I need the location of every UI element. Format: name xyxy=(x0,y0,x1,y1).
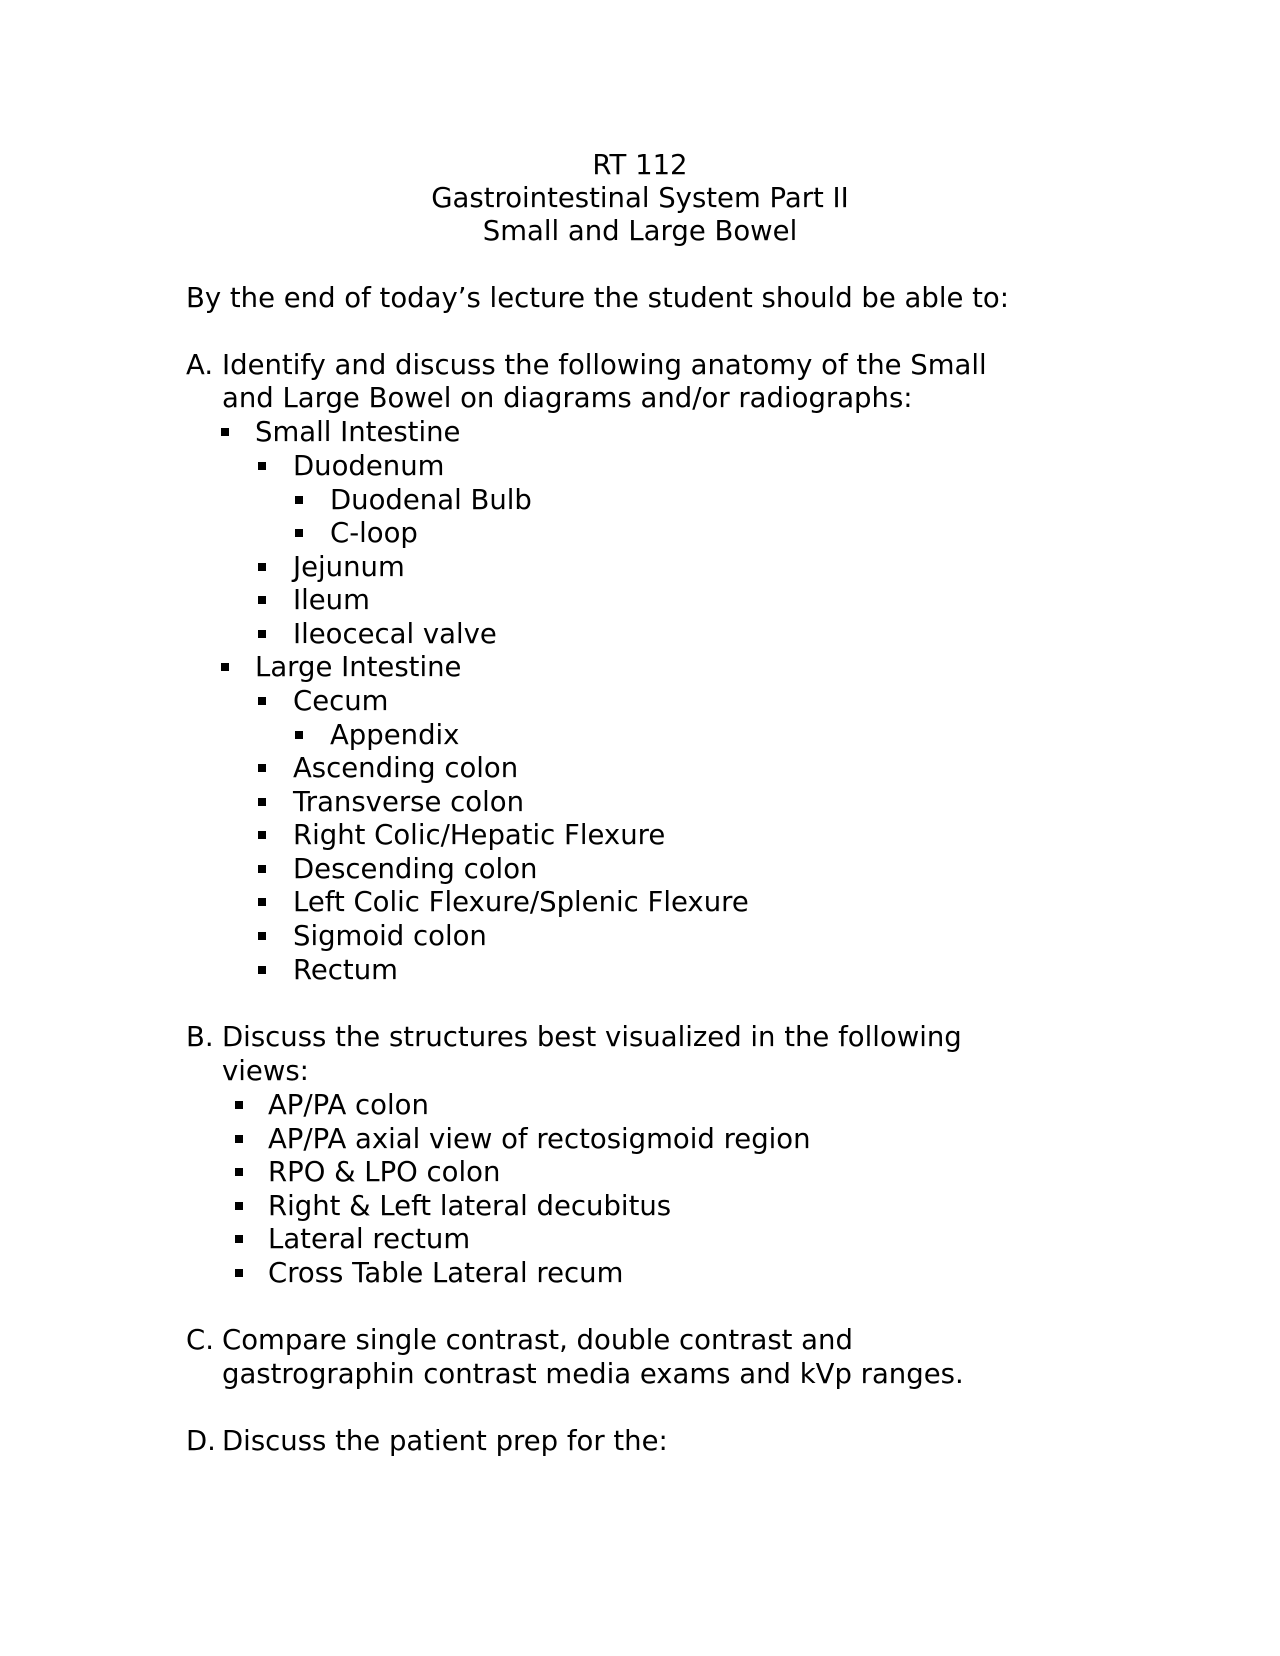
section-c-line-1: Compare single contrast, double contrast and xyxy=(222,1324,853,1356)
list-item-duodenal-bulb: Duodenal Bulb xyxy=(330,484,532,516)
list-item-small-intestine: Small Intestine xyxy=(255,416,461,448)
bullet-icon xyxy=(235,1202,243,1210)
section-c-line-2: gastrographin contrast media exams and kVp ranges. xyxy=(222,1358,964,1390)
list-item-c-loop: C-loop xyxy=(330,517,418,549)
bullet-icon xyxy=(295,496,303,504)
bullet-icon xyxy=(295,529,303,537)
bullet-icon xyxy=(295,731,303,739)
section-b-line-2: views: xyxy=(222,1055,309,1087)
list-item-view: RPO & LPO colon xyxy=(268,1156,501,1188)
section-b-line-1: Discuss the structures best visualized in the following xyxy=(222,1021,962,1053)
list-item-jejunum: Jejunum xyxy=(293,551,405,583)
list-item-duodenum: Duodenum xyxy=(293,450,445,482)
bullet-icon xyxy=(221,663,229,671)
bullet-icon xyxy=(235,1101,243,1109)
section-d-line-1: Discuss the patient prep for the: xyxy=(222,1425,668,1457)
list-item-ileum: Ileum xyxy=(293,584,370,616)
list-item-sigmoid-colon: Sigmoid colon xyxy=(293,920,487,952)
intro-text: By the end of today’s lecture the student should be able to: xyxy=(186,282,1009,314)
list-item-rectum: Rectum xyxy=(293,954,398,986)
bullet-icon xyxy=(258,764,266,772)
list-item-ascending-colon: Ascending colon xyxy=(293,752,519,784)
section-a-marker: A. xyxy=(186,349,214,381)
list-item-right-colic-flexure: Right Colic/Hepatic Flexure xyxy=(293,819,666,851)
section-d-marker: D. xyxy=(186,1425,216,1457)
list-item-large-intestine: Large Intestine xyxy=(255,651,462,683)
bullet-icon xyxy=(235,1135,243,1143)
bullet-icon xyxy=(258,966,266,974)
bullet-icon xyxy=(258,898,266,906)
list-item-appendix: Appendix xyxy=(330,719,460,751)
list-item-ileocecal-valve: Ileocecal valve xyxy=(293,618,497,650)
bullet-icon xyxy=(258,865,266,873)
bullet-icon xyxy=(258,462,266,470)
list-item-view: AP/PA axial view of rectosigmoid region xyxy=(268,1123,811,1155)
bullet-icon xyxy=(235,1269,243,1277)
section-c-marker: C. xyxy=(186,1324,214,1356)
document-subtitle: Small and Large Bowel xyxy=(482,215,798,247)
bullet-icon xyxy=(258,563,266,571)
bullet-icon xyxy=(221,428,229,436)
list-item-view: AP/PA colon xyxy=(268,1089,429,1121)
section-a-line-1: Identify and discuss the following anatomy of the Small xyxy=(222,349,987,381)
bullet-icon xyxy=(258,596,266,604)
list-item-cecum: Cecum xyxy=(293,685,389,717)
document-title: Gastrointestinal System Part II xyxy=(431,182,849,214)
list-item-view: Lateral rectum xyxy=(268,1223,471,1255)
bullet-icon xyxy=(235,1235,243,1243)
bullet-icon xyxy=(258,831,266,839)
bullet-icon xyxy=(258,798,266,806)
section-b-marker: B. xyxy=(186,1021,214,1053)
list-item-descending-colon: Descending colon xyxy=(293,853,538,885)
list-item-view: Right & Left lateral decubitus xyxy=(268,1190,672,1222)
list-item-transverse-colon: Transverse colon xyxy=(293,786,524,818)
bullet-icon xyxy=(258,932,266,940)
bullet-icon xyxy=(258,697,266,705)
list-item-left-colic-flexure: Left Colic Flexure/Splenic Flexure xyxy=(293,886,749,918)
course-code: RT 112 xyxy=(592,149,688,181)
bullet-icon xyxy=(258,630,266,638)
section-a-line-2: and Large Bowel on diagrams and/or radiographs: xyxy=(222,382,913,414)
list-item-view: Cross Table Lateral recum xyxy=(268,1257,624,1289)
bullet-icon xyxy=(235,1168,243,1176)
